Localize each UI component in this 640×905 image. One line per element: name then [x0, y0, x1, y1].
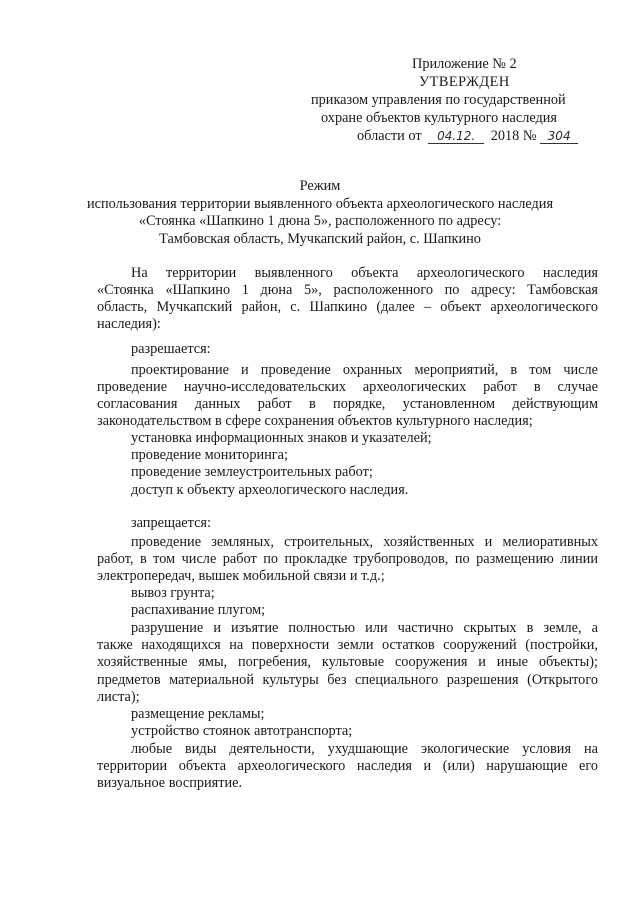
- intro-line: наследия):: [97, 316, 161, 332]
- forbidden-item: размещение рекламы;: [131, 706, 265, 722]
- order-year: 2018 №: [490, 128, 537, 144]
- allowed-item: проведение землеустроительных работ;: [131, 464, 373, 480]
- handwritten-date: 04.12.: [428, 129, 484, 144]
- order-line-1: приказом управления по государственной: [311, 92, 566, 108]
- allowed-item: законодательством в сфере сохранения объектов культурного наследия;: [97, 413, 533, 429]
- forbidden-item: электропередач, вышек мобильной связи и т.д.;: [97, 568, 385, 584]
- intro-line: область, Мучкапский район, с. Шапкино (далее – объект археологического: [97, 299, 598, 315]
- title-line-3: «Стоянка «Шапкино 1 дюна 5», расположенного по адресу:: [138, 213, 502, 229]
- appendix-label: Приложение № 2: [412, 56, 517, 72]
- forbidden-item: разрушение и изъятие полностью или частично скрытых в земле, а: [131, 620, 598, 636]
- forbidden-item: распахивание плугом;: [131, 602, 266, 618]
- forbidden-item: хозяйственные ямы, погребения, культовые сооружения и иные объекты);: [97, 654, 598, 670]
- intro-line: На территории выявленного объекта археологического наследия: [131, 265, 598, 281]
- forbidden-item: проведение земляных, строительных, хозяйственных и мелиоративных: [131, 534, 598, 550]
- forbidden-item: устройство стоянок автотранспорта;: [131, 723, 353, 739]
- title-line-4: Тамбовская область, Мучкапский район, с. Шапкино: [159, 231, 481, 247]
- region-prefix: области от: [357, 128, 422, 144]
- allowed-item: установка информационных знаков и указателей;: [131, 430, 432, 446]
- allowed-item: доступ к объекту археологического наследия.: [131, 482, 409, 498]
- approved-label: УТВЕРЖДЕН: [419, 74, 510, 90]
- title-line-1: Режим: [299, 178, 341, 194]
- allowed-item: проведение научно-исследовательских археологических работ в случае: [97, 379, 598, 395]
- handwritten-number: 304: [540, 129, 578, 144]
- forbidden-item: территории объекта археологического наследия и (или) нарушающие его: [97, 758, 598, 774]
- forbidden-item: вывоз грунта;: [131, 585, 215, 601]
- forbidden-item: листа);: [97, 689, 140, 705]
- forbidden-item: любые виды деятельности, ухудшающие экологические условия на: [131, 741, 598, 757]
- order-date-line: [357, 128, 578, 145]
- order-line-2: охране объектов культурного наследия: [321, 110, 557, 126]
- forbidden-item: предметов материальной культуры без специального разрешения (Открытого: [97, 672, 598, 688]
- allowed-item: согласования данных работ в порядке, установленном действующим: [97, 396, 598, 412]
- allowed-heading: разрешается:: [131, 341, 211, 357]
- allowed-item: проведение мониторинга;: [131, 447, 288, 463]
- allowed-item: проектирование и проведение охранных мероприятий, в том числе: [131, 362, 598, 378]
- forbidden-item: визуальное восприятие.: [97, 775, 243, 791]
- forbidden-item: также находящихся на поверхности земли остатков сооружений (постройки,: [97, 637, 598, 653]
- intro-line: «Стоянка «Шапкино 1 дюна 5», расположенного по адресу: Тамбовская: [97, 282, 598, 298]
- title-line-2: использования территории выявленного объекта археологического наследия: [86, 196, 554, 212]
- forbidden-heading: запрещается:: [131, 515, 211, 531]
- forbidden-item: работ, в том числе работ по прокладке трубопроводов, по размещению линии: [97, 551, 598, 567]
